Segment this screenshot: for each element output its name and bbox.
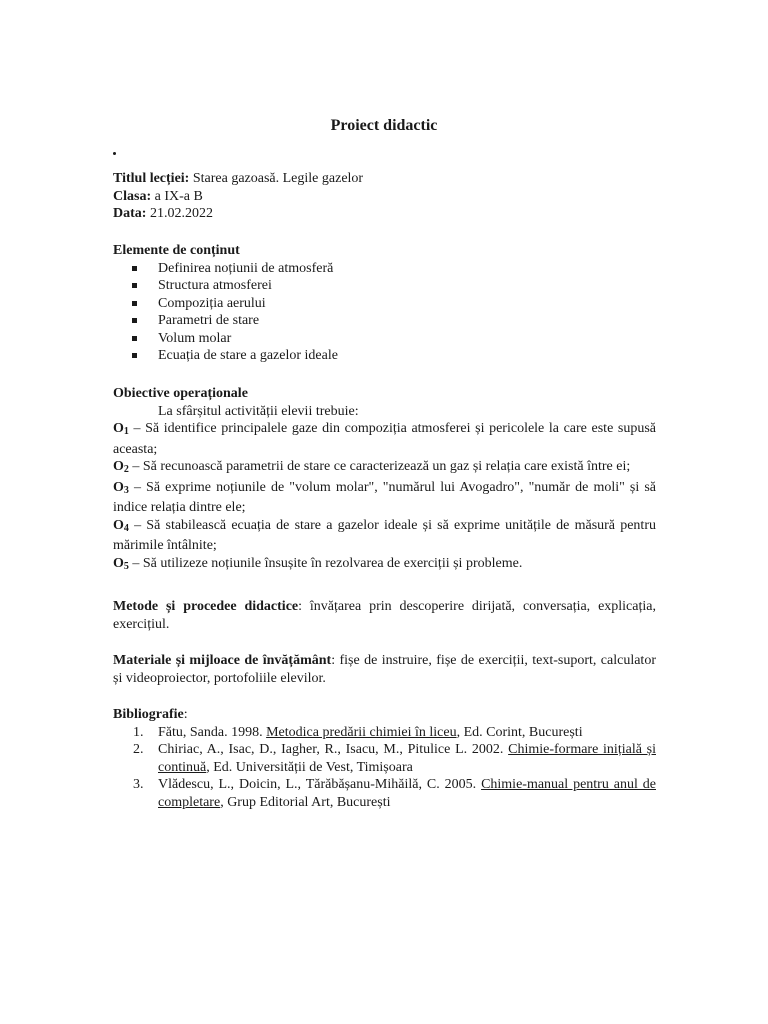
list-item: Ecuația de stare a gazelor ideale <box>113 347 656 365</box>
list-item: Parametri de stare <box>113 312 656 330</box>
bullet-square-icon <box>132 301 137 306</box>
list-item: Definirea noțiunii de atmosferă <box>113 260 656 278</box>
content-elements-section <box>113 242 656 365</box>
lesson-title-line <box>113 170 656 188</box>
bibliography-title: Metodica predării chimiei în liceu <box>266 724 457 740</box>
list-item: Structura atmosferei <box>113 277 656 295</box>
bullet-square-icon <box>132 283 137 288</box>
objectives-heading: Obiective operaționale <box>113 386 248 401</box>
class-label: Clasa: <box>113 188 152 204</box>
date-label: Data: <box>113 206 147 221</box>
bibliography-item: 3. Vlădescu, L., Doicin, L., Tărăbășanu-Mihăilă, C. 2005. Chimie-manual pentru anul de completare, Grup Editorial Art, București <box>133 777 656 810</box>
objective-item: $O_4$ – Să stabilească ecuația de stare a gazelor ideale și să exprime unitățile de măsură pentru mărimile întâlnite; <box>113 517 656 553</box>
bibliography-section <box>113 706 656 811</box>
materials-text: : fișe de instruire, fișe de exerciții, text-suport, calculator și videoproiector, portofoliile elevilor. <box>113 653 656 686</box>
bibliography-heading: Bibliografie: <box>113 707 188 722</box>
objective-item: $O_3$ – Să exprime noțiunile de "volum molar", "numărul lui Avogadro", "număr de moli" și să indice relația dintre ele; <box>113 479 656 515</box>
class-value: a IX-a B <box>151 188 203 204</box>
content-elements-heading: Elemente de conținut <box>113 243 240 258</box>
methods-section <box>113 598 656 633</box>
bibliography-item: 1. Fătu, Sanda. 1998. Metodica predării chimiei în liceu, Ed. Corint, București <box>133 724 583 740</box>
bullet-square-icon <box>132 336 137 341</box>
bibliography-list <box>113 724 656 812</box>
objectives-section <box>113 385 656 575</box>
bibliography-title: Chimie-manual pentru anul de completare <box>158 777 656 810</box>
lesson-title-value: Starea gazoasă. Legile gazelor <box>189 171 364 186</box>
bullet-square-icon <box>132 353 137 358</box>
list-item: Volum molar <box>113 330 656 348</box>
objective-item: $O_1$ – Să identifice principalele gaze din compoziția atmosferei și pericolele la care este supusă aceasta; <box>113 421 656 457</box>
bullet-square-icon <box>132 318 137 323</box>
lesson-title-label: Titlul lecției: <box>113 171 190 186</box>
methods-paragraph <box>113 598 656 633</box>
objective-item: $O_2$ – Să recunoască parametrii de stare ce caracterizează un gaz și relația care există între ei; <box>113 459 631 475</box>
materials-section <box>113 652 656 687</box>
methods-text: : învățarea prin descoperire dirijată, conversația, explicația, exercițiul. <box>113 599 656 632</box>
page-title: Proiect didactic <box>330 117 438 134</box>
methods-label: Metode și procedee didactice <box>113 599 299 614</box>
list-item: Compoziția aerului <box>113 295 656 313</box>
bullet-square-icon <box>132 266 137 271</box>
bibliography-title: Chimie-formare inițială și continuă <box>158 742 656 775</box>
lesson-info <box>113 170 656 223</box>
materials-label: Materiale și mijloace de învățământ <box>113 653 332 668</box>
class-line <box>113 188 656 206</box>
date-line <box>113 205 656 223</box>
objectives-intro: La sfârșitul activității elevii trebuie: <box>158 403 359 419</box>
stray-dot-mark <box>113 152 116 155</box>
objective-item: $O_5$ – Să utilizeze noțiunile însușite în rezolvarea de exerciții și probleme. <box>113 555 523 572</box>
content-elements-list <box>113 260 656 365</box>
materials-paragraph <box>113 652 656 687</box>
bibliography-item: 2. Chiriac, A., Isac, D., Iagher, R., Isacu, M., Pitulice L. 2002. Chimie-formare inițială și continuă, Ed. Universității de Vest, Timișoara <box>133 742 656 775</box>
date-value: 21.02.2022 <box>146 206 213 221</box>
